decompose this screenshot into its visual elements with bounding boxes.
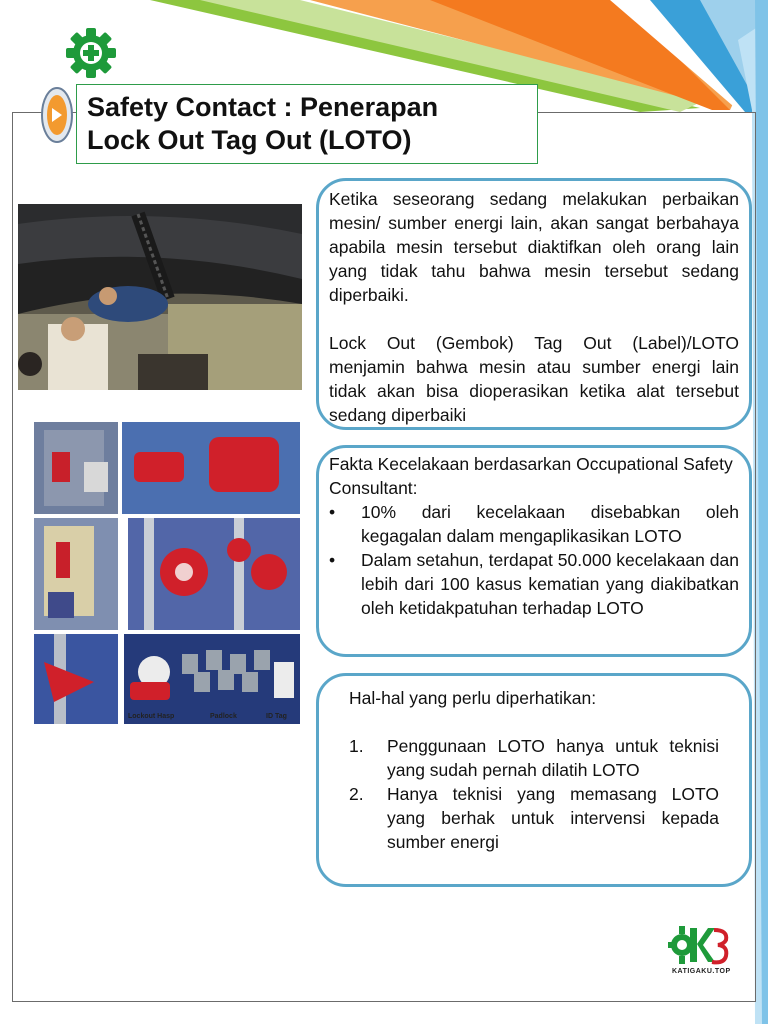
photo-label-tag: ID Tag [266,713,287,720]
gear-plus-icon [64,26,118,80]
facts-item-text: Dalam setahun, terdapat 50.000 kecelakaan dan lebih dari 100 kasus kematian yang diakibatkan oleh ketidakpatuhan terhadap LOTO [361,550,739,618]
logo-caption: KATIGAKU.TOP [672,968,731,975]
notes-item-text: Penggunaan LOTO hanya untuk teknisi yang sudah pernah dilatih LOTO [387,736,719,780]
intro-paragraph-2: Lock Out (Gembok) Tag Out (Label)/LOTO menjamin bahwa mesin atau sumber energi lain tidak akan bisa dioperasikan ketika alat tersebut sedang diperbaiki [329,333,739,425]
notes-item-text: Hanya teknisi yang memasang LOTO yang berhak untuk intervensi kepada sumber energi [387,784,719,852]
notes-item-number: 2. [349,784,364,804]
arrow-right-icon[interactable] [40,86,74,144]
notes-heading: Hal-hal yang perlu diperhatikan: [349,688,597,708]
page-title-line-1: Safety Contact : Penerapan [87,92,439,122]
intro-box [316,178,752,430]
photo-label-hasp: Lockout Hasp [128,713,175,720]
photo-label-padlock: Padlock [210,713,237,720]
facts-item [329,500,739,548]
facts-box [316,445,752,657]
page-title-line-2: Lock Out Tag Out (LOTO) [87,125,412,155]
bullet-mark: • [329,550,336,570]
facts-heading: Fakta Kecelakaan berdasarkan Occupational Safety Consultant: [329,454,733,498]
k3-logo-icon [668,922,732,968]
title-box [76,84,538,164]
facts-item-text: 10% dari kecelakaan disebabkan oleh kegagalan dalam mengaplikasikan LOTO [361,502,739,546]
notes-item [349,782,719,854]
intro-paragraph-1: Ketika seseorang sedang melakukan perbaikan mesin/ sumber energi lain, akan sangat berbahaya apabila mesin tersebut diaktifkan oleh orang lain yang tidak tahu bahwa mesin tersebut sedang diperbaiki. [329,189,739,305]
notes-item [349,734,719,782]
lockout-devices-photo [34,422,300,724]
bullet-mark: • [329,502,336,522]
workers-photo [18,204,302,390]
notes-box [316,673,752,887]
notes-item-number: 1. [349,736,364,756]
facts-item [329,548,739,620]
